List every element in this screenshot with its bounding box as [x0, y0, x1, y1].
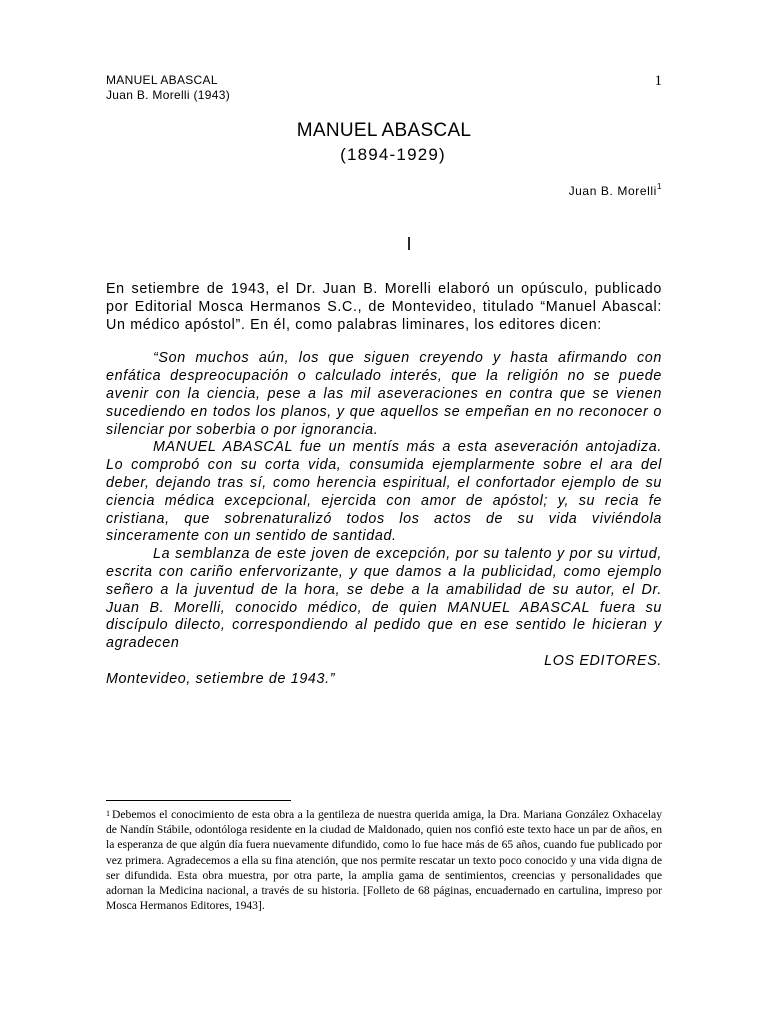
author-byline [569, 183, 662, 198]
body-text [106, 281, 662, 689]
document-dates: (1894-1929) [340, 145, 446, 164]
quote-place-date: Montevideo, setiembre de 1943.” [106, 670, 336, 687]
document-title: MANUEL ABASCAL [296, 120, 472, 141]
footnote-mark: 1 [106, 809, 110, 818]
footnote-divider [106, 800, 291, 801]
section-numeral: I [406, 234, 412, 254]
quote-signature: LOS EDITORES. [544, 652, 662, 669]
quote-paragraph-3: La semblanza de este joven de excepción, por su talento y por su virtud, escrita con cariño enfervorizante, y que damos a la publicidad, como ejemplo señero a la juventud de la hora, se debe a la amabilidad de su autor, el Dr. Juan B. Morelli, conocido médico, de quien MANUEL ABASCAL fuera su discípulo dilecto, correspondiendo al pedido que en ese sentido le hicieran y agradecen [106, 546, 662, 652]
author-name: Juan B. Morelli [568, 184, 657, 198]
title-block [106, 118, 662, 167]
running-title: MANUEL ABASCAL [106, 73, 218, 87]
intro-paragraph: En setiembre de 1943, el Dr. Juan B. Morelli elaboró un opúsculo, publicado por Editorial Mosca Hermanos S.C., de Montevideo, titulado “Manuel Abascal: Un médico apóstol”. En él, como palabras liminares, los editores dicen: [106, 281, 662, 333]
footnote-reference[interactable]: 1 [656, 182, 662, 191]
page-number: 1 [654, 73, 662, 89]
quote-paragraph-2: MANUEL ABASCAL fue un mentís más a esta aseveración antojadiza. Lo comprobó con su corta vida, consumida ejemplarmente sobre el ara del deber, dejando tras sí, como herencia espiritual, el confortador ejemplo de su ciencia médica excepcional, ejercida con amor de apóstol; y, su recia fe cristiana, que sobrenaturalizó todos los actos de su vida viviéndola sinceramente con un sentido de santidad. [106, 439, 662, 545]
running-author: Juan B. Morelli (1943) [106, 88, 230, 102]
running-header [106, 73, 230, 103]
quote-paragraph-1: “Son muchos aún, los que siguen creyendo y hasta afirmando con enfática despreocupación o calculado interés, que la religión no se puede avenir con la ciencia, pese a las mil aseveraciones en contra que se vienen sucediendo en todos los planos, y que aquellos se empeñan en no reconocer o silenciar por soberbia o por ignorancia. [106, 350, 662, 438]
footnote-text: Debemos el conocimiento de esta obra a la gentileza de nuestra querida amiga, la Dra. Mariana González Oxhacelay de Nandín Stábile, odontóloga residente en la ciudad de Maldonado, quien nos confió este texto hace un par de años, en la esperanza de que algún día fuera nuevamente difundido, como lo fue hace más de 65 años, cuando fue publicado por vez primera. Agradecemos a ella su fina atención, que nos permite rescatar un texto poco conocido y una vida digna de ser difundida. Esta obra muestra, por otra parte, la amplia gama de sentimientos, creencias y personalidades que adornan la Medicina nacional, a través de su historia. [Folleto de 68 páginas, encuadernado en cartulina, impreso por Mosca Hermanos Editores, 1943]. [106, 808, 662, 913]
footnote [106, 807, 662, 913]
